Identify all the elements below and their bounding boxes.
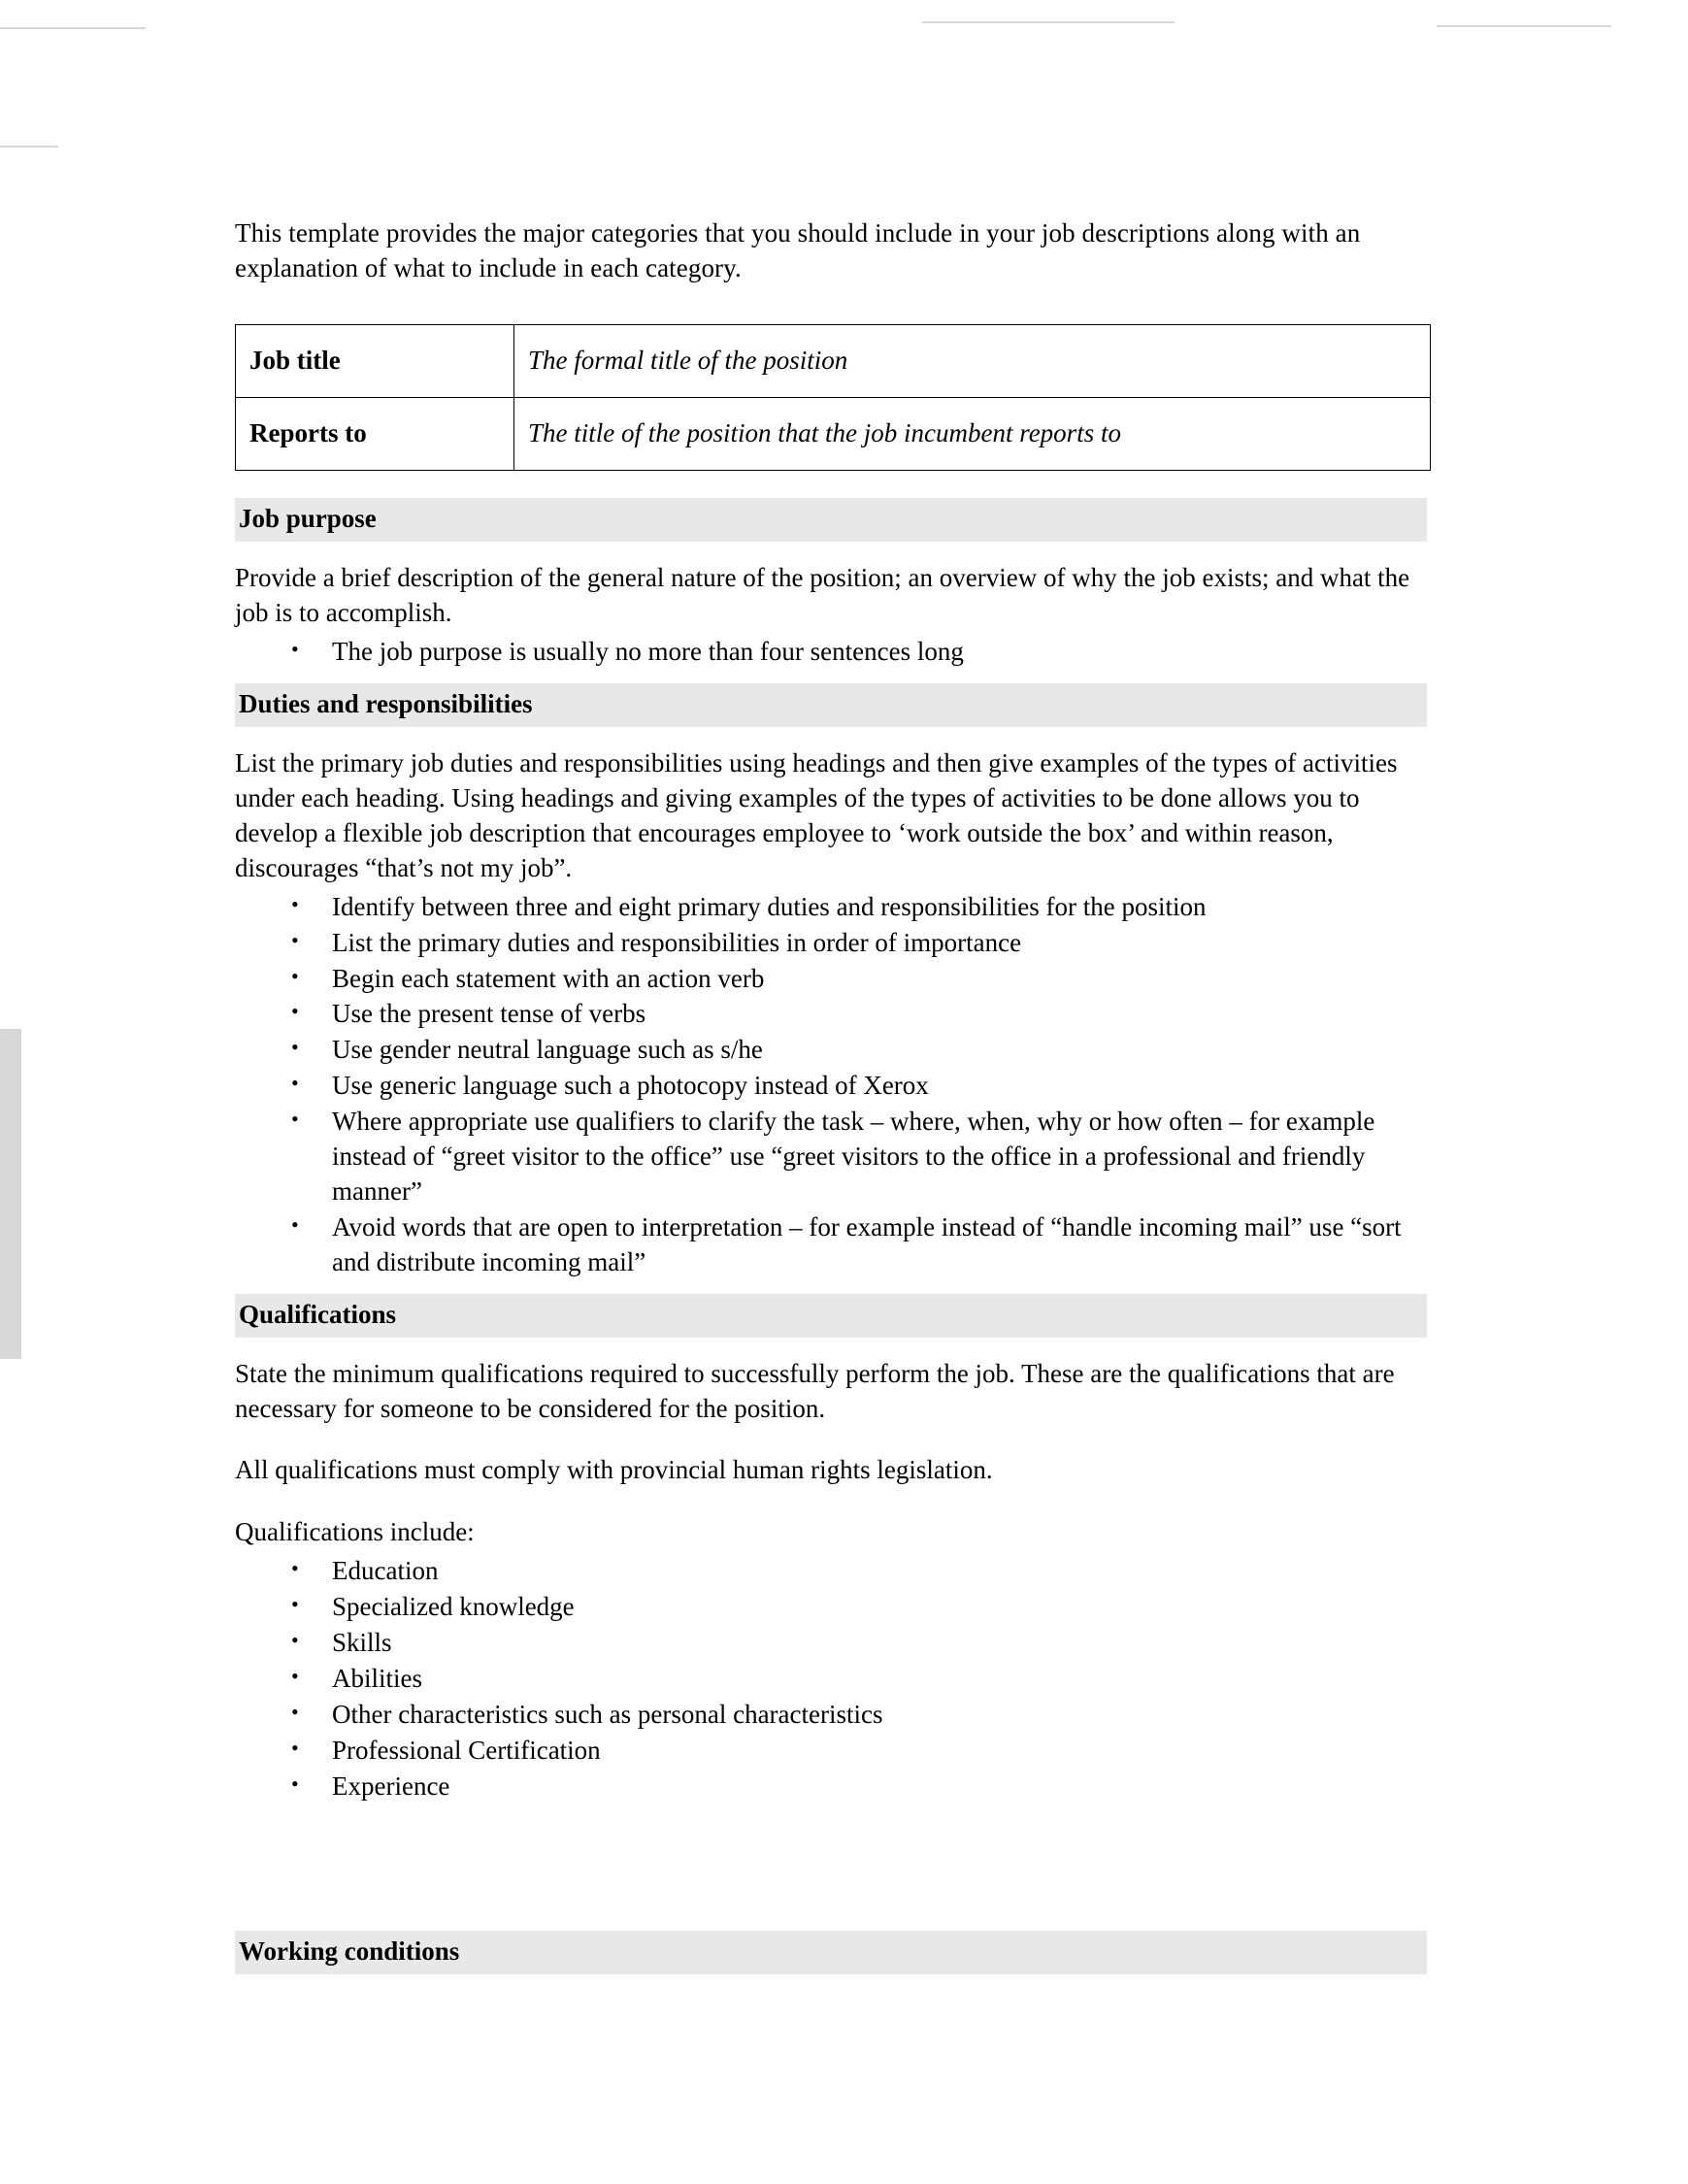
row-value-reports-to: The title of the position that the job incumbent reports to — [514, 398, 1431, 471]
list-item: • Use gender neutral language such as s/he — [235, 1033, 1429, 1068]
document-body — [235, 215, 1429, 1974]
list-item: • Abilities — [235, 1662, 1429, 1697]
page-spacer — [235, 1814, 1429, 1931]
list-item: • Avoid words that are open to interpretation – for example instead of “handle incoming mail” use “sort and distribute incoming mail” — [235, 1210, 1429, 1280]
list-item: • Where appropriate use qualifiers to clarify the task – where, when, why or how often – for example instead of “greet visitor to the office” use “greet visitors to the office in a professional and friendly manner” — [235, 1105, 1429, 1209]
section-paragraph-duties: List the primary job duties and responsibilities using headings and then give examples of the types of activities under each heading. Using headings and giving examples of the types of activities to be done allows you to develop a flexible job description that encourages employee to ‘work outside the box’ and within reason, discourages “that’s not my job”. — [235, 748, 1398, 882]
list-item: • Identify between three and eight primary duties and responsibilities for the position — [235, 890, 1429, 925]
list-item: • Use generic language such a photocopy instead of Xerox — [235, 1069, 1429, 1104]
section-bullets-qualifications — [235, 1554, 1429, 1803]
job-info-table — [235, 324, 1431, 471]
section-heading-duties: Duties and responsibilities — [235, 683, 1427, 727]
row-label-job-title: Job title — [236, 325, 514, 398]
section-heading-working-conditions: Working conditions — [235, 1931, 1427, 1974]
list-item: • List the primary duties and responsibilities in order of importance — [235, 926, 1429, 961]
section-paragraph-job-purpose: Provide a brief description of the general nature of the position; an overview of why the job exists; and what the job is to accomplish. — [235, 563, 1410, 628]
section-paragraph-qualifications-1: State the minimum qualifications required to successfully perform the job. These are the qualifications that are necessary for someone to be considered for the position. — [235, 1358, 1395, 1423]
section-heading-qualifications: Qualifications — [235, 1294, 1427, 1338]
list-item: • Professional Certification — [235, 1734, 1429, 1769]
table-row — [236, 398, 1431, 471]
list-item: • Use the present tense of verbs — [235, 997, 1429, 1032]
list-item: • Education — [235, 1554, 1429, 1589]
list-item: • Specialized knowledge — [235, 1590, 1429, 1625]
row-value-job-title: The formal title of the position — [514, 325, 1431, 398]
list-item: • Skills — [235, 1626, 1429, 1661]
list-item: • Other characteristics such as personal characteristics — [235, 1698, 1429, 1733]
list-item: • The job purpose is usually no more than four sentences long — [235, 635, 1429, 670]
section-heading-job-purpose: Job purpose — [235, 498, 1427, 542]
list-item: • Begin each statement with an action verb — [235, 962, 1429, 997]
section-bullets-job-purpose — [235, 635, 1429, 670]
intro-paragraph: This template provides the major categories that you should include in your job descriptions along with an explanation of what to include in each category. — [235, 218, 1361, 283]
list-item: • Experience — [235, 1770, 1429, 1804]
row-label-reports-to: Reports to — [236, 398, 514, 471]
section-bullets-duties — [235, 890, 1429, 1280]
table-row — [236, 325, 1431, 398]
section-paragraph-qualifications-2: All qualifications must comply with provincial human rights legislation. — [235, 1455, 993, 1485]
section-paragraph-qualifications-3: Qualifications include: — [235, 1517, 475, 1547]
